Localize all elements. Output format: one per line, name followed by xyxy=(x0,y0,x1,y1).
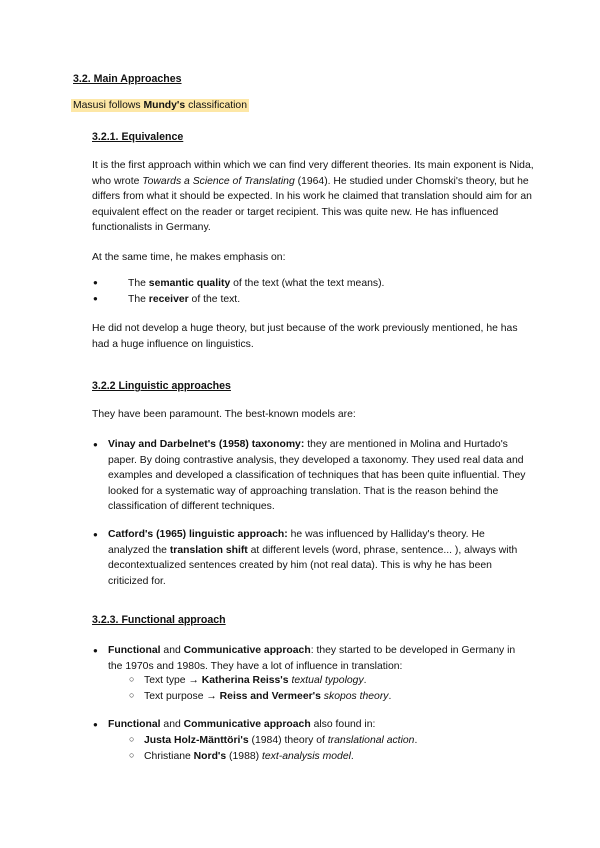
func-i1-s2-pre: Text purpose → xyxy=(144,691,220,702)
functional-item-2 xyxy=(108,717,375,733)
ling-i2-bold2: translation shift xyxy=(169,544,248,556)
func-i1-s1-post: . xyxy=(363,675,367,686)
ling-i1-text: they are mentioned in Molina and Hurtado's paper. By doing contrastive analysis, they developed a taxonomy. They used real data and examples and developed a classification of techniques that has been quite influential. They looked for a systematic way of approaching translation. That is the reason behind the classification of different techniques. xyxy=(108,439,526,513)
functional-item-2-sub-1 xyxy=(144,733,417,749)
equivalence-paragraph-2: At the same time, he makes emphasis on: xyxy=(92,252,286,263)
func-i2-s2-ital: text-analysis model xyxy=(261,751,351,762)
functional-item-1-sub-1 xyxy=(144,673,367,689)
bullet-icon: ● xyxy=(93,440,98,449)
func-i1-bold2: Communicative approach xyxy=(183,645,311,656)
equivalence-bullet-2 xyxy=(128,292,240,308)
highlighted-note xyxy=(71,99,249,112)
sub-bullet-icon: ○ xyxy=(129,750,135,760)
eq-p1-a: It is the first approach within which we can find very different theories. Its main exponent is Nida, who wrote xyxy=(92,160,534,187)
sub-bullet-icon: ○ xyxy=(129,734,135,744)
ling-i2-b: at different levels (word, phrase, sentence... ), always with decontextualized sentences created by him (not real data). This is why he has been criticized for. xyxy=(108,544,518,587)
eq-b2-bold: receiver xyxy=(148,294,189,305)
highlight-bold: Mundy's xyxy=(143,100,186,111)
func-i2-bold1: Functional xyxy=(108,719,161,730)
func-i1-s1-bold: Katherina Reiss's xyxy=(201,675,289,686)
func-i2-s1-post: . xyxy=(414,735,418,746)
func-i1-bold1: Functional xyxy=(108,645,161,656)
func-i1-s1-ital: textual typology xyxy=(291,675,364,686)
func-i2-s1-ital: translational action xyxy=(327,735,415,746)
bullet-icon: ● xyxy=(93,294,98,303)
equivalence-heading: 3.2.1. Equivalence xyxy=(92,131,184,143)
bullet-icon: ● xyxy=(93,530,98,539)
func-i2-s2-post: . xyxy=(350,751,354,762)
eq-b2-pre: The xyxy=(128,294,149,305)
linguistic-intro: They have been paramount. The best-known models are: xyxy=(92,409,356,420)
linguistic-item-2 xyxy=(108,527,528,589)
bullet-icon: ● xyxy=(93,720,98,729)
func-i1-s2-post: . xyxy=(388,691,392,702)
func-i2-s1-bold: Justa Holz-Mänttöri's xyxy=(144,735,249,746)
equivalence-bullet-1 xyxy=(128,276,384,292)
eq-b1-pre: The xyxy=(128,278,149,289)
func-i1-s2-bold: Reiss and Vermeer's xyxy=(219,691,321,702)
sub-bullet-icon: ○ xyxy=(129,690,135,700)
eq-b2-post: of the text. xyxy=(188,294,241,305)
equivalence-paragraph-3: He did not develop a huge theory, but just because of the work previously mentioned, he has had a huge influence on linguistics. xyxy=(92,323,518,350)
sub-bullet-icon: ○ xyxy=(129,674,135,684)
functional-heading: 3.2.3. Functional approach xyxy=(92,614,226,626)
func-i2-s2-pre: Christiane xyxy=(144,751,194,762)
func-i1-s1-pre: Text type → xyxy=(144,675,202,686)
functional-item-2-sub-2 xyxy=(144,749,354,765)
linguistic-heading: 3.2.2 Linguistic approaches xyxy=(92,380,231,392)
func-i1-and: and xyxy=(160,645,184,656)
ling-i2-bold: Catford's (1965) linguistic approach: xyxy=(108,529,288,540)
highlight-pre: Masusi follows xyxy=(73,100,144,111)
eq-p1-b: (1964). He studied under Chomski's theory, but he differs from what it should be expected. In his work he claimed that translation should aim for an equivalent effect on the reader or target recipient. This was quite new. He has influenced functionalists in Germany. xyxy=(92,175,532,234)
functional-item-1-sub-2 xyxy=(144,689,391,705)
func-i2-s2-mid: (1988) xyxy=(226,751,262,762)
func-i1-text: : they started to be developed in Germany in the 1970s and 1980s. They have a lot of influence in translation: xyxy=(108,645,516,672)
func-i2-bold2: Communicative approach xyxy=(183,719,311,730)
equivalence-paragraph-1 xyxy=(92,158,537,236)
func-i2-and: and xyxy=(160,719,184,730)
highlight-post: classification xyxy=(185,100,247,111)
func-i2-s2-bold: Nord's xyxy=(193,751,227,762)
bullet-icon: ● xyxy=(93,646,98,655)
eq-b1-bold: semantic quality xyxy=(148,278,231,289)
linguistic-item-1 xyxy=(108,437,528,515)
func-i2-text: also found in: xyxy=(310,719,376,730)
eq-b1-post: of the text (what the text means). xyxy=(230,278,385,289)
eq-p1-title: Towards a Science of Translating xyxy=(142,175,295,187)
func-i1-s2-ital: skopos theory xyxy=(323,691,389,702)
ling-i1-bold: Vinay and Darbelnet's (1958) taxonomy: xyxy=(108,439,305,450)
functional-item-1 xyxy=(108,643,528,674)
bullet-icon: ● xyxy=(93,278,98,287)
ling-i2-a: he was influenced by Halliday's theory. He analyzed the xyxy=(108,529,485,556)
func-i2-s1-mid: (1984) theory of xyxy=(248,735,328,746)
section-heading: 3.2. Main Approaches xyxy=(73,73,182,85)
